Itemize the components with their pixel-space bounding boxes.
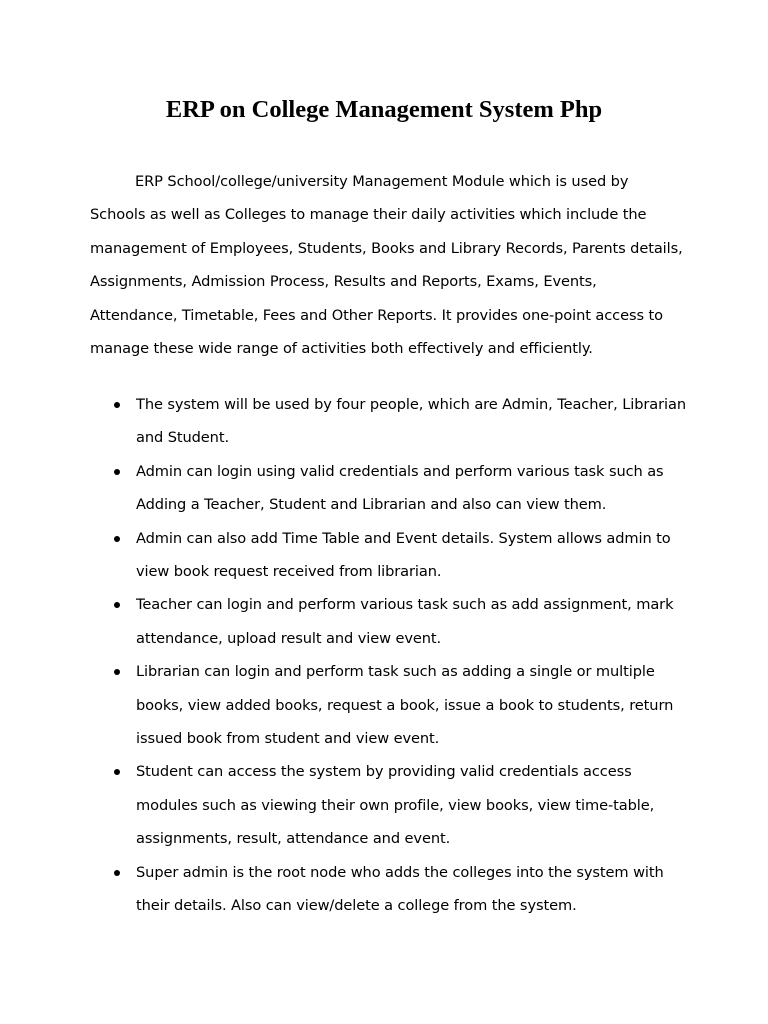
bullet-text: Super admin is the root node who adds the colleges into the system with their details. Also can view/delete a college from the system. <box>136 863 664 915</box>
bullet-text: Teacher can login and perform various task such as add assignment, mark attendance, upload result and view event. <box>136 596 674 647</box>
bullet-text: Admin can also add Time Table and Event details. System allows admin to view book request received from librarian. <box>136 529 671 581</box>
bullet-icon <box>114 536 120 542</box>
bullet-icon <box>114 469 120 475</box>
bullet-icon <box>114 602 120 608</box>
bullet-text: Admin can login using valid credentials and perform various task such as Adding a Teacher, Student and Librarian and also can view them. <box>136 462 664 514</box>
intro-paragraph: ERP School/college/university Management Module which is used by Schools as well as Colleges to manage their daily activities which include the management of Employees, Students, Books and Library Records, Parents details, Assignments, Admission Process, Results and Reports, Exams, Events, Attendance, Timetable, Fees and Other Reports. It provides one-point access to manage these wide range of activities both effectively and efficiently. <box>90 173 683 358</box>
list-item <box>90 655 690 755</box>
bullet-icon <box>114 870 120 876</box>
list-item <box>90 755 690 855</box>
list-item <box>90 856 690 923</box>
bullet-icon <box>114 402 120 408</box>
bullet-list <box>90 388 690 923</box>
list-item <box>90 455 690 522</box>
bullet-text: The system will be used by four people, which are Admin, Teacher, Librarian and Student. <box>136 396 686 447</box>
list-item <box>90 388 690 455</box>
bullet-icon <box>114 769 120 775</box>
list-item <box>90 588 690 655</box>
bullet-icon <box>114 669 120 675</box>
bullet-text: Student can access the system by providing valid credentials access modules such as viewing their own profile, view books, view time-table, assignments, result, attendance and event. <box>136 763 655 848</box>
list-item <box>90 522 690 589</box>
document-title: ERP on College Management System Php <box>165 96 603 123</box>
bullet-text: Librarian can login and perform task such as adding a single or multiple books, view added books, request a book, issue a book to students, return issued book from student and view event. <box>136 663 674 748</box>
